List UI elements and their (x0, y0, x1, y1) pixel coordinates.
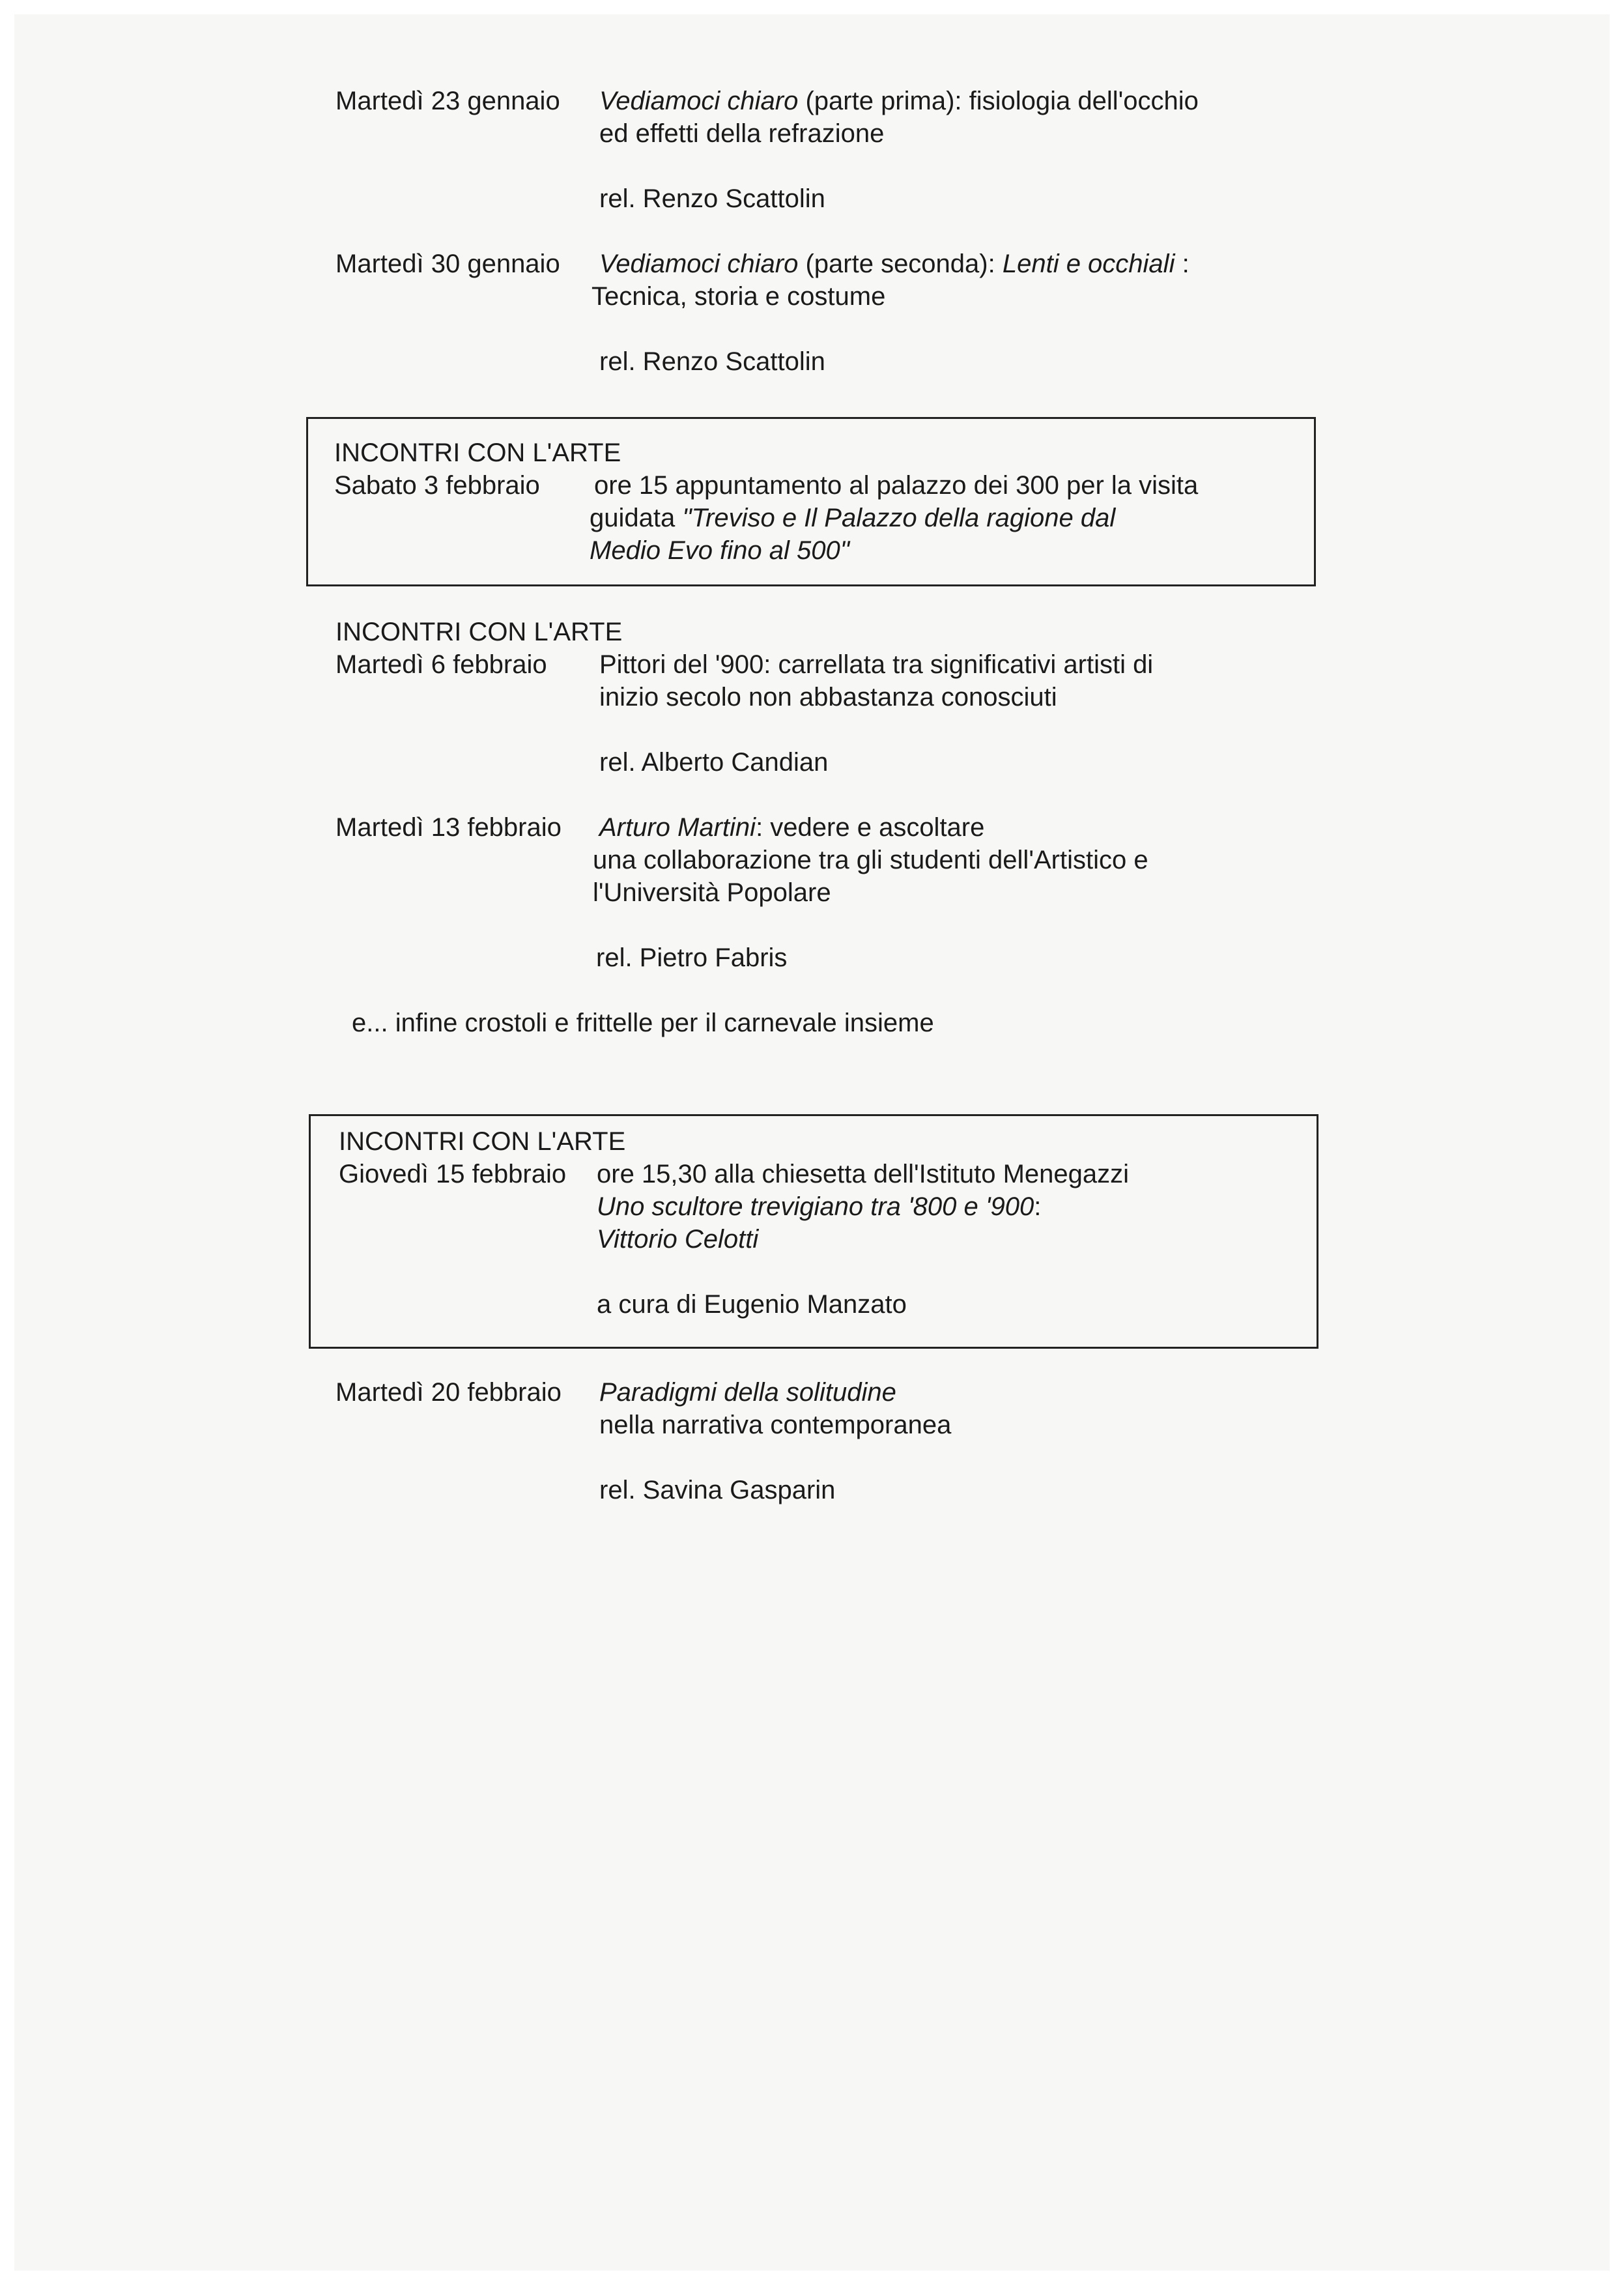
event-date: Martedì 20 febbraio (335, 1378, 562, 1407)
event-title: Vediamoci chiaro (parte prima): fisiologia dell'occhio (599, 87, 1199, 115)
section-heading: INCONTRI CON L'ARTE (334, 438, 621, 467)
event-speaker: rel. Alberto Candian (599, 748, 829, 777)
event-date: Martedì 13 febbraio (335, 813, 562, 842)
event-title: Arturo Martini: vedere e ascoltare (599, 813, 985, 842)
event-date: Sabato 3 febbraio (334, 471, 540, 500)
section-heading: INCONTRI CON L'ARTE (335, 618, 623, 646)
event-title-line2: Tecnica, storia e costume (591, 282, 886, 311)
event-title-line2: ed effetti della refrazione (599, 119, 885, 148)
event-title-line3: Medio Evo fino al 500" (590, 536, 849, 565)
event-speaker: rel. Renzo Scattolin (599, 347, 825, 376)
event-speaker: rel. Savina Gasparin (599, 1476, 836, 1504)
event-title: Vediamoci chiaro (parte seconda): Lenti e occhiali : (599, 250, 1190, 278)
event-title: ore 15 appuntamento al palazzo dei 300 per la visita (594, 471, 1199, 500)
event-speaker: rel. Pietro Fabris (596, 943, 788, 972)
event-title-line2: Uno scultore trevigiano tra '800 e '900: (597, 1192, 1042, 1221)
section-heading: INCONTRI CON L'ARTE (339, 1127, 626, 1156)
event-title-line2: inizio secolo non abbastanza conosciuti (599, 683, 1057, 711)
event-title-line3: Vittorio Celotti (597, 1225, 759, 1254)
event-title-line3: l'Università Popolare (593, 878, 831, 907)
event-title: Paradigmi della solitudine (599, 1378, 896, 1407)
event-date: Martedì 30 gennaio (335, 250, 560, 278)
event-title-line2: una collaborazione tra gli studenti dell'Artistico e (593, 846, 1148, 874)
event-date: Martedì 6 febbraio (335, 650, 547, 679)
event-date: Martedì 23 gennaio (335, 87, 560, 115)
event-date: Giovedì 15 febbraio (339, 1160, 567, 1188)
event-title: ore 15,30 alla chiesetta dell'Istituto Menegazzi (597, 1160, 1130, 1188)
event-title-line2: nella narrativa contemporanea (599, 1411, 952, 1439)
event-title-line2: guidata "Treviso e Il Palazzo della ragione dal (590, 504, 1116, 532)
closing-note: e... infine crostoli e frittelle per il carnevale insieme (352, 1009, 934, 1037)
event-speaker: rel. Renzo Scattolin (599, 184, 825, 213)
event-curator: a cura di Eugenio Manzato (597, 1290, 907, 1319)
event-title: Pittori del '900: carrellata tra significativi artisti di (599, 650, 1154, 679)
